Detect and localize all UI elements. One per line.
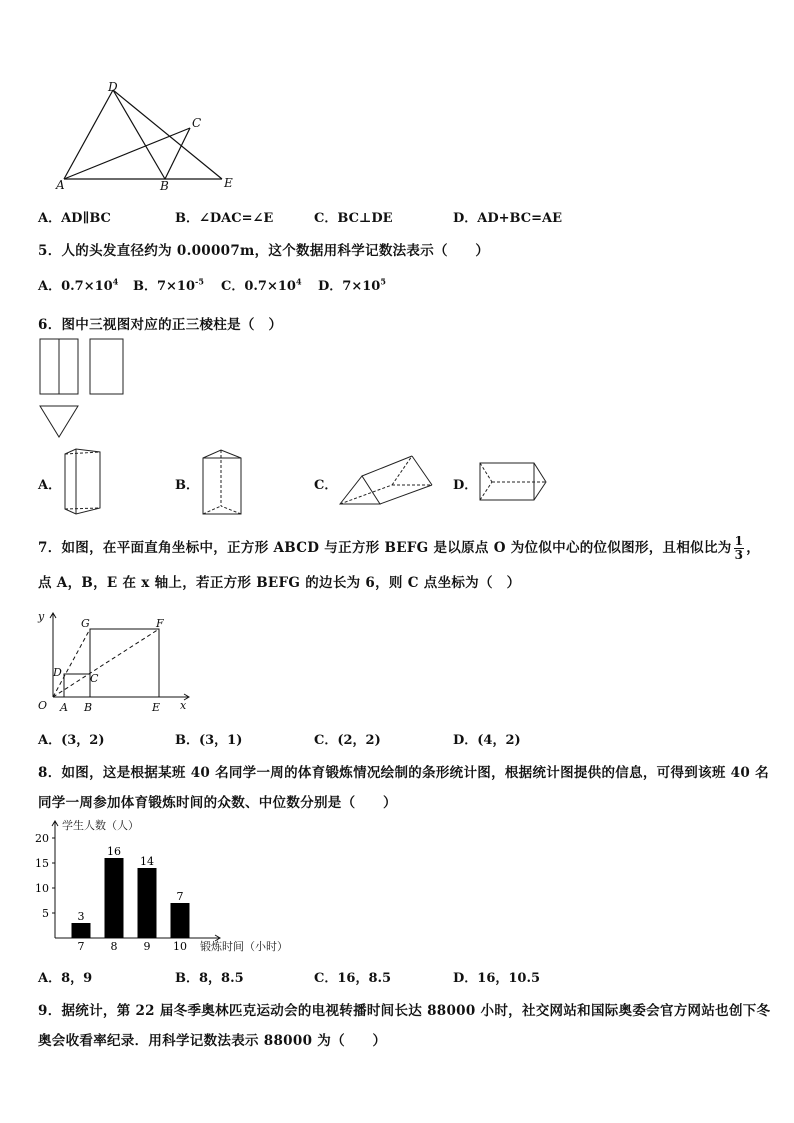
q7-stem-line2: 点 A，B，E 在 x 轴上，若正方形 BEFG 的边长为 6，则 C 点坐标为（ ） [38,575,521,591]
q8-bar-chart [30,815,310,957]
q4-option-d[interactable]: D．AD+BC=AE [453,211,562,226]
q7-coordinate-figure [34,605,199,717]
q5-option-c[interactable]: C．$0.7\times 10^4$ [221,276,302,294]
q7-label-a: A [60,701,68,714]
q4-label-b: B [160,179,169,193]
chart-y-tick-label: 5 [42,907,49,920]
chart-x-tick-label: 8 [110,940,118,953]
chart-data-label: 16 [107,845,121,858]
q8-option-b[interactable]: B．8，8.5 [175,971,244,986]
q5-option-b[interactable]: B．$7\times 10^{-5}$ [133,276,204,294]
chart-x-label: 锻炼时间（小时） [200,940,288,953]
chart-x-tick-label: 9 [143,940,151,953]
q7-label-o: O [38,699,48,712]
q8-stem-line1: 8．如图，这是根据某班 40 名同学一周的体育锻炼情况绘制的条形统计图，根据统计图提供的信息，可得到该班 40 名 [38,765,769,781]
q5-option-d[interactable]: D．$7\times 10^5$ [318,276,386,294]
chart-bar [72,923,91,938]
q7-label-g: G [81,617,90,630]
chart-y-label: 学生人数（人） [62,819,139,832]
chart-y-tick-label: 10 [35,882,49,895]
q8-option-a[interactable]: A．8，9 [38,971,93,986]
q6-stem: 6．图中三视图对应的正三棱柱是（ ） [38,317,283,333]
chart-x-tick-label: 7 [77,940,85,953]
q4-option-b[interactable]: B．∠DAC=∠E [175,211,274,226]
q5-stem: 5．人的头发直径约为 0.00007m，这个数据用科学记数法表示（ ） [38,243,490,259]
q7-label-c: C [90,672,99,685]
q8-stem-line2: 同学一周参加体育锻炼时间的众数、中位数分别是（ ） [38,795,397,811]
q7-label-f: F [156,617,164,630]
chart-bar [138,868,157,938]
q4-label-e: E [224,176,233,190]
q6-three-views [36,336,128,442]
q7-label-y: y [38,610,45,623]
q4-label-c: C [192,116,202,130]
chart-data-label: 3 [77,910,85,923]
q6-option-c-prism[interactable] [336,452,436,512]
chart-bar [105,858,124,938]
q9-stem-line1: 9．据统计，第 22 届冬季奥林匹克运动会的电视转播时间长达 88000 小时，社交网站和国际奥委会官方网站也创下冬 [38,1003,771,1019]
chart-x-tick-label: 10 [173,940,187,953]
q4-triangle-figure [50,76,250,196]
q9-stem-line2: 奥会收看率纪录．用科学记数法表示 88000 为（ ） [38,1033,387,1049]
q4-option-a[interactable]: A．AD∥BC [38,211,111,226]
q6-option-d[interactable]: D． [453,478,478,493]
q8-option-d[interactable]: D．16，10.5 [453,971,541,986]
q7-option-b[interactable]: B．(3，1) [175,733,243,748]
q7-option-c[interactable]: C．(2，2) [314,733,381,748]
q6-option-c[interactable]: C． [314,478,338,493]
chart-data-label: 7 [176,890,184,903]
chart-y-tick-label: 15 [35,857,49,870]
q4-label-a: A [56,178,65,192]
chart-y-tick-label: 20 [35,832,49,845]
q7-label-e: E [152,701,161,714]
q8-option-c[interactable]: C．16，8.5 [314,971,392,986]
q7-label-b: B [84,701,93,714]
q7-label-x: x [180,699,187,712]
q7-stem-line1: 7．如图，在平面直角坐标中，正方形 ABCD 与正方形 BEFG 是以原点 O 为位似中心的位似图形，且相似比为 $\frac{1}{3}$ ， [38,534,761,562]
q6-option-b[interactable]: B． [175,478,199,493]
q5-option-a[interactable]: A．$0.7\times 10^4$ [38,276,119,294]
q4-option-c[interactable]: C．BC⊥DE [314,211,393,226]
chart-bar [171,903,190,938]
q6-option-d-prism[interactable] [477,460,549,504]
chart-data-label: 14 [140,855,154,868]
q4-label-d: D [108,80,118,94]
q7-option-d[interactable]: D．(4，2) [453,733,521,748]
q6-option-a-prism[interactable] [60,446,108,520]
q7-option-a[interactable]: A．(3，2) [38,733,105,748]
q7-ratio-fraction: $\frac{1}{3}$ [734,534,744,562]
q7-label-d: D [53,666,62,679]
q6-option-a[interactable]: A． [38,478,62,493]
q6-option-b-prism[interactable] [199,446,245,520]
